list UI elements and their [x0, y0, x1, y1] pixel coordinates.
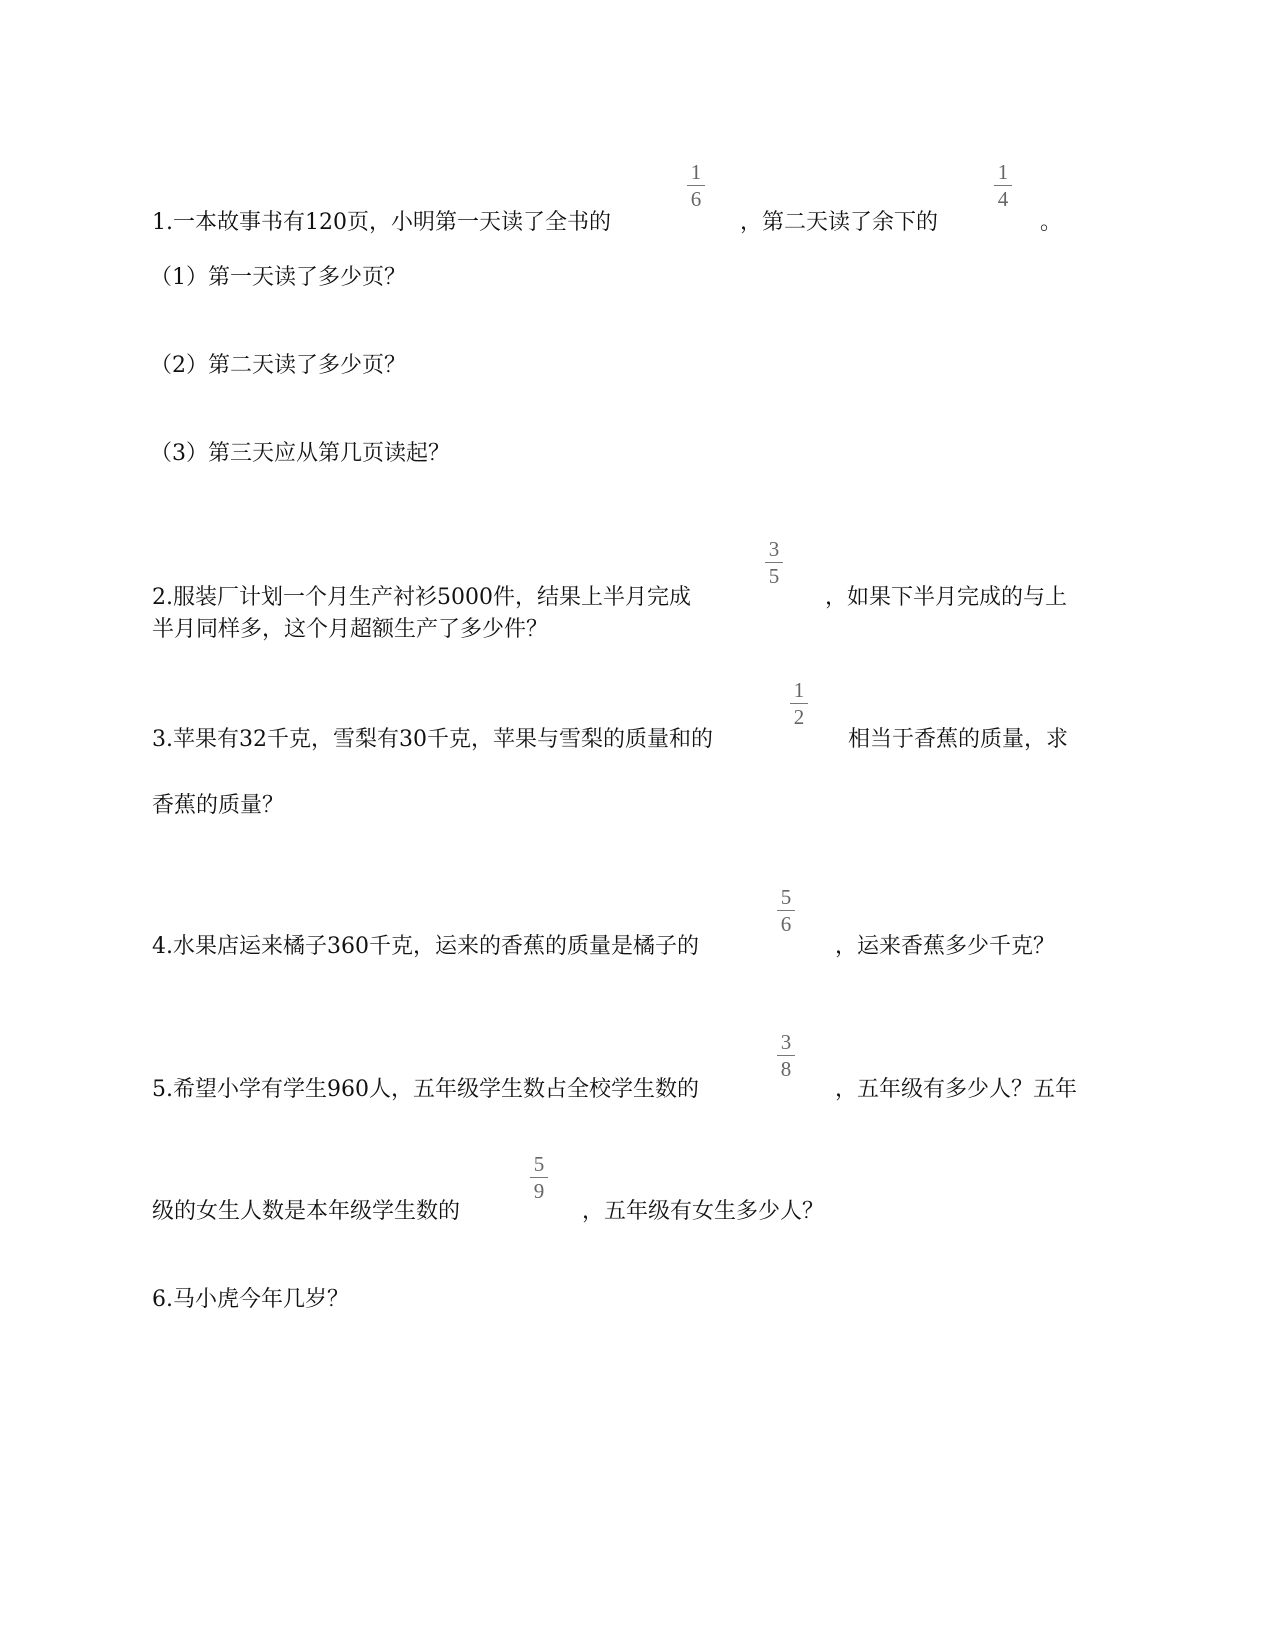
- fraction-numerator: 1: [997, 160, 1009, 184]
- fraction-denominator: 9: [533, 1179, 545, 1203]
- q1-text-b: ，第二天读了余下的: [740, 210, 939, 235]
- fraction-denominator: 2: [793, 705, 805, 729]
- q5-text-d: ，五年级有女生多少人？: [582, 1199, 825, 1224]
- q5-text-b: ，五年级有多少人？五年: [835, 1077, 1078, 1102]
- fraction-numerator: 5: [533, 1152, 545, 1176]
- fraction-bar: [790, 703, 808, 704]
- q1-sub-question-2: （2）第二天读了多少页？: [150, 353, 406, 378]
- fraction-bar: [530, 1177, 548, 1178]
- q1-fraction-1: [685, 160, 707, 211]
- fraction-denominator: 8: [780, 1057, 792, 1081]
- fraction-numerator: 3: [768, 537, 780, 561]
- fraction-bar: [765, 562, 783, 563]
- q6-text: 6.马小虎今年几岁？: [152, 1287, 349, 1312]
- q2-fraction: [763, 537, 785, 588]
- q3-text-c: 香蕉的质量？: [152, 793, 285, 818]
- fraction-numerator: 1: [690, 160, 702, 184]
- fraction-bar: [687, 185, 705, 186]
- q2-text-c: 半月同样多，这个月超额生产了多少件？: [152, 617, 549, 642]
- q3-text-b: 相当于香蕉的质量，求: [848, 727, 1069, 752]
- q4-text-b: ，运来香蕉多少千克？: [835, 934, 1056, 959]
- q3-fraction: [788, 678, 810, 729]
- fraction-bar: [777, 910, 795, 911]
- q1-text-a: 1.一本故事书有120页，小明第一天读了全书的: [152, 210, 611, 235]
- fraction-denominator: 6: [690, 187, 702, 211]
- fraction-bar: [777, 1055, 795, 1056]
- q1-fraction-2: [992, 160, 1014, 211]
- q1-sub-question-3: （3）第三天应从第几页读起？: [150, 441, 450, 466]
- q5-fraction-1: [775, 1030, 797, 1081]
- fraction-denominator: 5: [768, 564, 780, 588]
- q3-text-a: 3.苹果有32千克，雪梨有30千克，苹果与雪梨的质量和的: [152, 727, 713, 752]
- q1-sub-question-1: （1）第一天读了多少页？: [150, 265, 406, 290]
- fraction-denominator: 4: [997, 187, 1009, 211]
- fraction-denominator: 6: [780, 912, 792, 936]
- q5-text-c: 级的女生人数是本年级学生数的: [152, 1199, 461, 1224]
- q5-text-a: 5.希望小学有学生960人，五年级学生数占全校学生数的: [152, 1077, 699, 1102]
- q2-text-b: ，如果下半月完成的与上: [825, 585, 1068, 610]
- fraction-numerator: 1: [793, 678, 805, 702]
- q5-fraction-2: [528, 1152, 550, 1203]
- q4-fraction: [775, 885, 797, 936]
- fraction-bar: [994, 185, 1012, 186]
- q1-text-c: 。: [1040, 210, 1063, 235]
- q4-text-a: 4.水果店运来橘子360千克，运来的香蕉的质量是橘子的: [152, 934, 699, 959]
- q2-text-a: 2.服装厂计划一个月生产衬衫5000件，结果上半月完成: [152, 585, 691, 610]
- fraction-numerator: 3: [780, 1030, 792, 1054]
- fraction-numerator: 5: [780, 885, 792, 909]
